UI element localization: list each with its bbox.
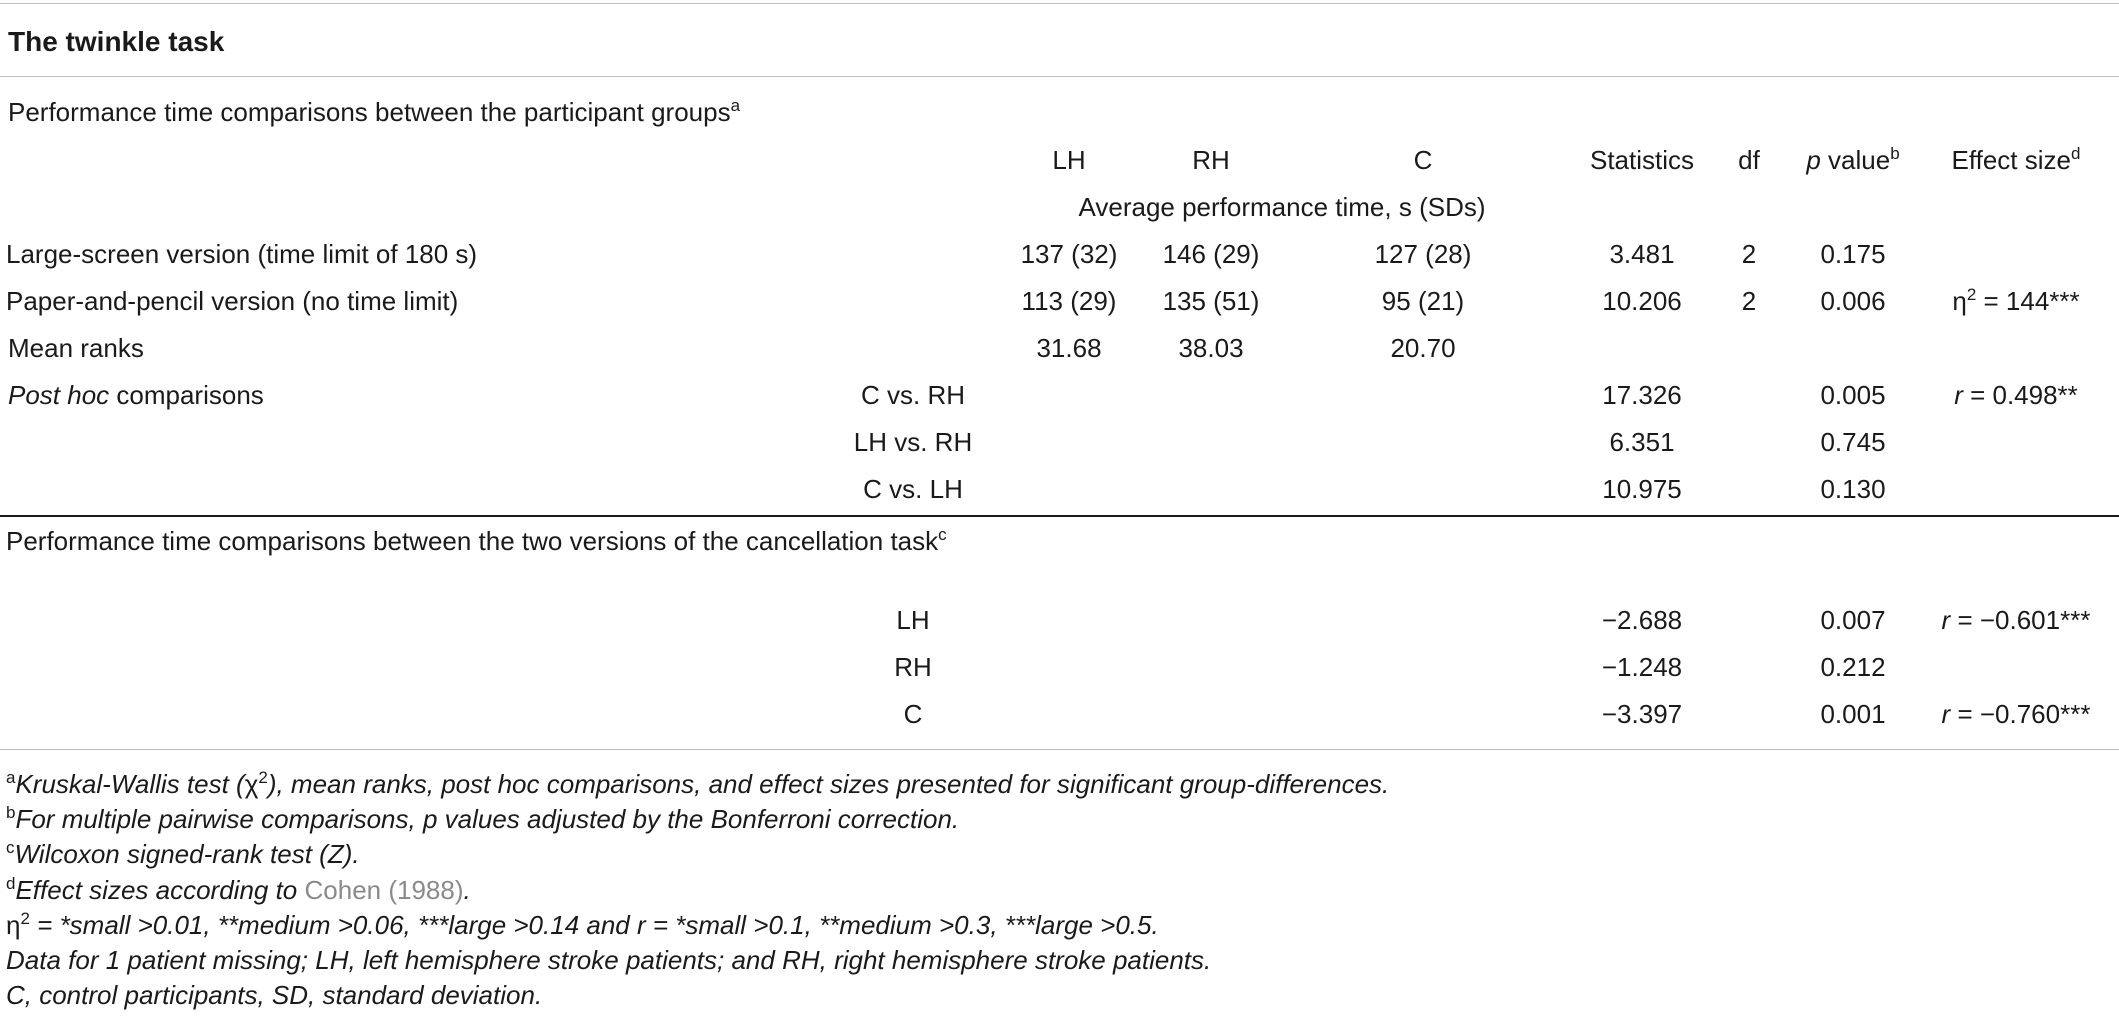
section-divider <box>0 515 2119 517</box>
col-header-df: df <box>1738 145 1760 175</box>
row-paper-pencil-p: 0.006 <box>1820 286 1886 316</box>
versions-c-stat: −3.397 <box>1601 699 1683 729</box>
row-paper-pencil-lh: 113 (29) <box>1021 286 1117 316</box>
posthoc-lh-vs-rh-p: 0.745 <box>1820 427 1886 457</box>
posthoc-c-vs-rh-p: 0.005 <box>1820 380 1886 410</box>
versions-rh-label: RH <box>894 652 932 682</box>
row-mean-ranks-rh: 38.03 <box>1178 333 1244 363</box>
posthoc-c-vs-rh-effect: r = 0.498** <box>1954 380 2078 410</box>
posthoc-c-vs-rh-stat: 17.326 <box>1602 380 1682 410</box>
col-header-c: C <box>1413 145 1433 175</box>
row-mean-ranks-label: Mean ranks <box>8 333 144 363</box>
versions-rh-p: 0.212 <box>1820 652 1886 682</box>
top-rule <box>0 3 2119 4</box>
posthoc-c-vs-lh-stat: 10.975 <box>1602 474 1682 504</box>
footnote-effect-thresholds: $\eta^2$ = *small >0.01, **medium >0.06, ***large >0.14 and r = *small >0.1, **medium >0.3, ***large >0.5. <box>6 909 1159 940</box>
row-paper-pencil-stat: 10.206 <box>1602 286 1682 316</box>
row-mean-ranks-lh: 31.68 <box>1036 333 1102 363</box>
col-header-statistics: Statistics <box>1589 145 1695 175</box>
row-mean-ranks-c: 20.70 <box>1390 333 1456 363</box>
row-large-screen-stat: 3.481 <box>1609 239 1675 269</box>
row-large-screen-df: 2 <box>1741 239 1757 269</box>
footnote-c: $^c$Wilcoxon signed-rank test (Z). <box>6 838 360 869</box>
posthoc-c-vs-lh-p: 0.130 <box>1820 474 1886 504</box>
row-large-screen-label: Large-screen version (time limit of 180 s) <box>6 239 478 269</box>
col-header-lh: LH <box>1052 145 1086 175</box>
versions-lh-effect: r = −0.601*** <box>1941 605 2091 635</box>
col-header-effect-size: Effect size$^d$ <box>1951 144 2081 175</box>
row-paper-pencil-rh: 135 (51) <box>1162 286 1260 316</box>
versions-lh-p: 0.007 <box>1820 605 1886 635</box>
col-header-rh: RH <box>1192 145 1230 175</box>
row-post-hoc-label: Post hoc comparisons <box>8 380 264 410</box>
subheader-average-time: Average performance time, s (SDs) <box>1078 192 1486 222</box>
row-paper-pencil-label: Paper-and-pencil version (no time limit) <box>6 286 459 316</box>
footnote-a: $^a$Kruskal-Wallis test $(\chi^2)$, mean ranks, post hoc comparisons, and effect sizes presented for significant group-differences. <box>6 768 1390 799</box>
row-large-screen-rh: 146 (29) <box>1162 239 1260 269</box>
versions-lh-stat: −2.688 <box>1601 605 1683 635</box>
row-paper-pencil-c: 95 (21) <box>1381 286 1465 316</box>
posthoc-c-vs-rh-label: C vs. RH <box>861 380 965 410</box>
title-rule <box>0 76 2119 77</box>
section2-heading: Performance time comparisons between the two versions of the cancellation task$^c$ <box>6 525 947 556</box>
cohen-citation-link[interactable]: Cohen (1988) <box>304 875 464 905</box>
row-paper-pencil-df: 2 <box>1741 286 1757 316</box>
row-large-screen-c: 127 (28) <box>1374 239 1472 269</box>
row-large-screen-lh: 137 (32) <box>1020 239 1118 269</box>
col-header-p-value: p value$^b$ <box>1806 144 1900 175</box>
row-paper-pencil-effect: $\eta^2 = 144***$ <box>1952 285 2080 316</box>
versions-c-p: 0.001 <box>1820 699 1886 729</box>
table-title: The twinkle task <box>8 26 225 57</box>
row-large-screen-p: 0.175 <box>1820 239 1886 269</box>
posthoc-lh-vs-rh-label: LH vs. RH <box>853 427 973 457</box>
versions-c-label: C <box>903 699 923 729</box>
footnote-control-definition: C, control participants, SD, standard deviation. <box>6 980 543 1010</box>
footnote-missing-data: Data for 1 patient missing; LH, left hemisphere stroke patients; and RH, right hemisphere stroke patients. <box>6 945 1212 975</box>
posthoc-lh-vs-rh-stat: 6.351 <box>1609 427 1675 457</box>
posthoc-c-vs-lh-label: C vs. LH <box>863 474 963 504</box>
versions-lh-label: LH <box>896 605 930 635</box>
footnote-b: $^b$For multiple pairwise comparisons, p values adjusted by the Bonferroni correction. <box>6 803 960 834</box>
versions-c-effect: r = −0.760*** <box>1941 699 2091 729</box>
section1-heading: Performance time comparisons between the participant groups$^a$ <box>8 96 741 127</box>
table-bottom-rule <box>0 749 2119 750</box>
versions-rh-stat: −1.248 <box>1601 652 1683 682</box>
footnote-d: $^d$Effect sizes according to Cohen (1988). <box>6 874 471 905</box>
